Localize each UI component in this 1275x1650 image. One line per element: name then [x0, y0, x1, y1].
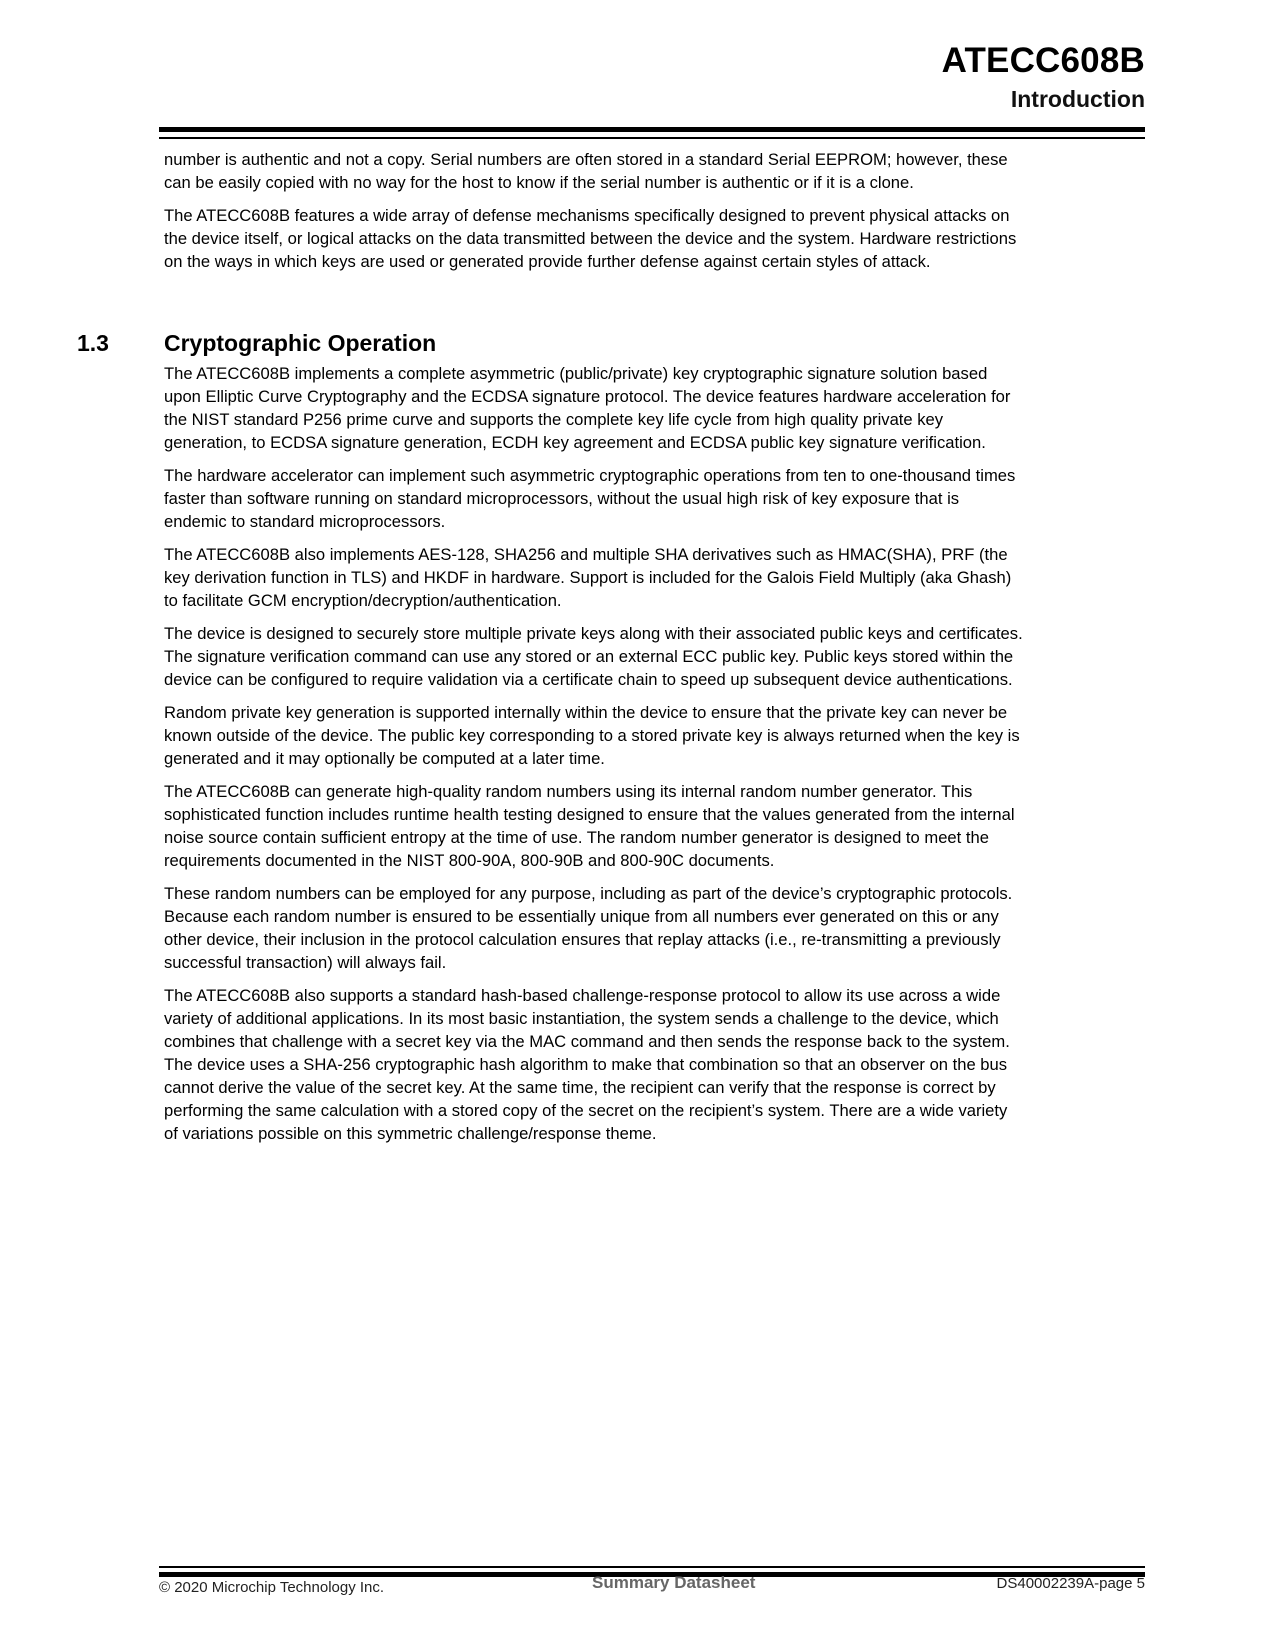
text-line: The device uses a SHA-256 cryptographic hash algorithm to make that combination so that an observer on the bus	[164, 1055, 1008, 1074]
document-title: ATECC608B	[941, 41, 1145, 80]
text-line: successful transaction) will always fail.	[164, 953, 447, 972]
text-line: The ATECC608B can generate high-quality random numbers using its internal random number generator. This	[164, 782, 973, 801]
text-line: key derivation function in TLS) and HKDF in hardware. Support is included for the Galois Field Multiply (aka Ghash)	[164, 568, 1012, 587]
text-line: The hardware accelerator can implement such asymmetric cryptographic operations from ten to one-thousand times	[164, 466, 1016, 485]
header-rule-thin	[159, 137, 1145, 139]
section-paragraph	[164, 543, 1154, 612]
section-paragraph	[164, 362, 1154, 454]
section-paragraph	[164, 701, 1154, 770]
text-line: other device, their inclusion in the protocol calculation ensures that replay attacks (i.e., re-transmitting a previously	[164, 930, 1001, 949]
text-line: sophisticated function includes runtime health testing designed to ensure that the values generated from the internal	[164, 805, 1015, 824]
text-line: generation, to ECDSA signature generation, ECDH key agreement and ECDSA public key signature verification.	[164, 433, 986, 452]
footer-doc-type: Summary Datasheet	[592, 1573, 756, 1592]
section-paragraph	[164, 882, 1154, 974]
text-line: The ATECC608B implements a complete asymmetric (public/private) key cryptographic signature solution based	[164, 364, 988, 383]
section-paragraph	[164, 780, 1154, 872]
text-line: endemic to standard microprocessors.	[164, 512, 446, 531]
text-line: number is authentic and not a copy. Serial numbers are often stored in a standard Serial EEPROM; however, these	[164, 150, 1008, 169]
text-line: Because each random number is ensured to be essentially unique from all numbers ever generated on this or any	[164, 907, 999, 926]
text-line: Random private key generation is supported internally within the device to ensure that the private key can never be	[164, 703, 1008, 722]
text-line: The ATECC608B also implements AES-128, SHA256 and multiple SHA derivatives such as HMAC(SHA), PRF (the	[164, 545, 1008, 564]
intro-text	[164, 148, 1154, 283]
text-line: known outside of the device. The public key corresponding to a stored private key is always returned when the key is	[164, 726, 1020, 745]
section-paragraph	[164, 984, 1154, 1145]
text-line: cannot derive the value of the secret key. At the same time, the recipient can verify that the response is correct by	[164, 1078, 996, 1097]
text-line: to facilitate GCM encryption/decryption/authentication.	[164, 591, 562, 610]
text-line: The signature verification command can use any stored or an external ECC public key. Public keys stored within the	[164, 647, 1014, 666]
text-line: The ATECC608B features a wide array of defense mechanisms specifically designed to prevent physical attacks on	[164, 206, 1010, 225]
text-line: the NIST standard P256 prime curve and supports the complete key life cycle from high quality private key	[164, 410, 944, 429]
chapter-title: Introduction	[1010, 86, 1145, 112]
text-line: requirements documented in the NIST 800-90A, 800-90B and 800-90C documents.	[164, 851, 775, 870]
text-line: of variations possible on this symmetric challenge/response theme.	[164, 1124, 657, 1143]
section-body	[164, 362, 1154, 1155]
footer-page-number: DS40002239A-page 5	[996, 1575, 1145, 1592]
text-line: The ATECC608B also supports a standard hash-based challenge-response protocol to allow its use across a wide	[164, 986, 1001, 1005]
text-line: generated and it may optionally be computed at a later time.	[164, 749, 605, 768]
text-line: the device itself, or logical attacks on the data transmitted between the device and the system. Hardware restrictions	[164, 229, 1017, 248]
text-line: variety of additional applications. In its most basic instantiation, the system sends a challenge to the device, which	[164, 1009, 999, 1028]
text-line: upon Elliptic Curve Cryptography and the ECDSA signature protocol. The device features hardware acceleration for	[164, 387, 1011, 406]
text-line: noise source contain sufficient entropy at the time of use. The random number generator is designed to meet the	[164, 828, 989, 847]
footer-copyright: © 2020 Microchip Technology Inc.	[159, 1579, 385, 1596]
intro-paragraph	[164, 204, 1154, 273]
section-paragraph	[164, 622, 1154, 691]
text-line: performing the same calculation with a stored copy of the secret on the recipient’s system. There are a wide variety	[164, 1101, 1008, 1120]
footer-rule-thin	[159, 1566, 1145, 1568]
text-line: These random numbers can be employed for any purpose, including as part of the device’s cryptographic protocols.	[164, 884, 1013, 903]
text-line: on the ways in which keys are used or generated provide further defense against certain styles of attack.	[164, 252, 931, 271]
text-line: device can be configured to require validation via a certificate chain to speed up subsequent device authentications.	[164, 670, 1013, 689]
header-rule-thick	[159, 127, 1145, 132]
text-line: combines that challenge with a secret key via the MAC command and then sends the response back to the system.	[164, 1032, 1010, 1051]
text-line: The device is designed to securely store multiple private keys along with their associated public keys and certificates.	[164, 624, 1023, 643]
section-number: 1.3	[77, 330, 109, 356]
intro-paragraph	[164, 148, 1154, 194]
section-heading: Cryptographic Operation	[164, 330, 437, 356]
text-line: faster than software running on standard microprocessors, without the usual high risk of key exposure that is	[164, 489, 960, 508]
text-line: can be easily copied with no way for the host to know if the serial number is authentic or if it is a clone.	[164, 173, 914, 192]
section-paragraph	[164, 464, 1154, 533]
